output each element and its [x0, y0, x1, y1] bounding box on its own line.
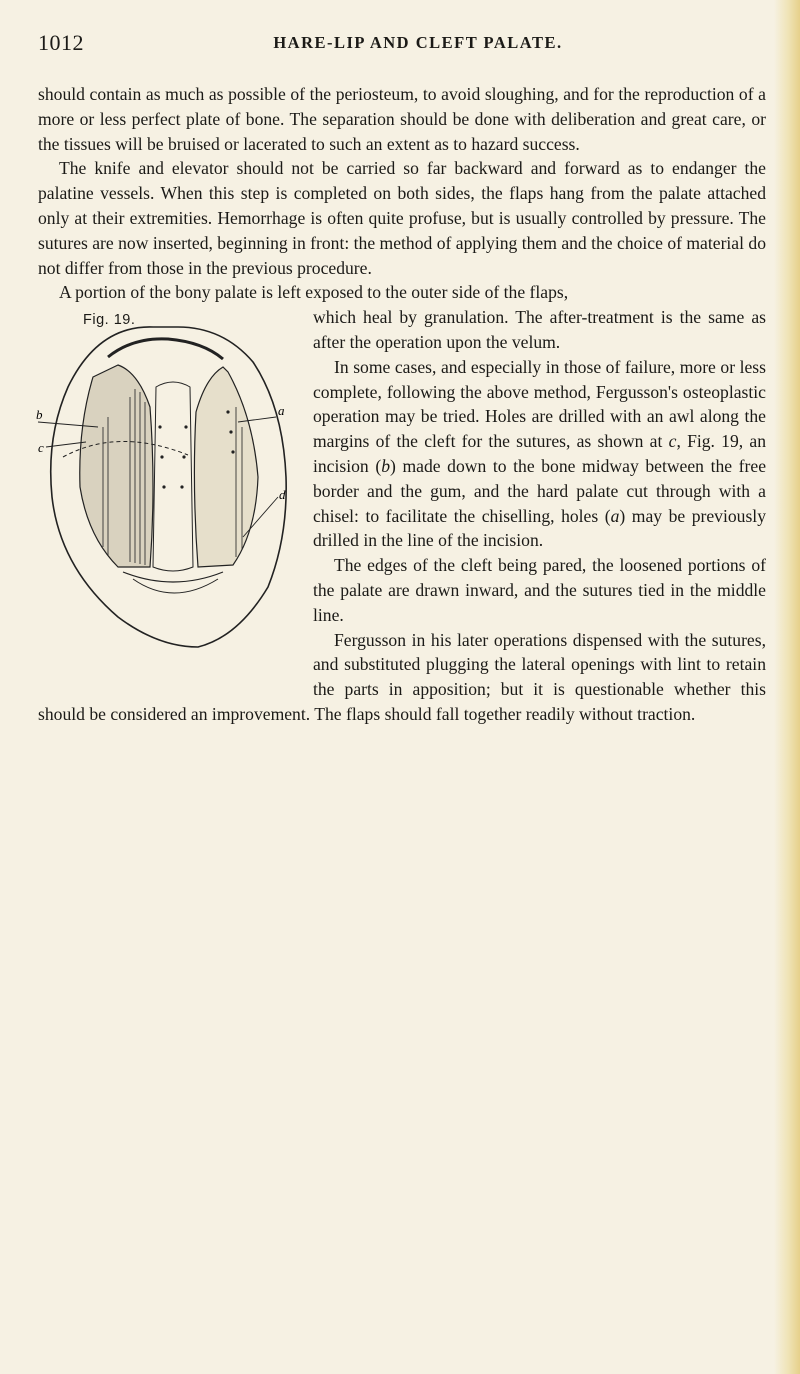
figure-caption: Fig. 19.: [83, 312, 136, 329]
paragraph-3: A portion of the bony palate is left exposed to the outer side of the flaps,: [59, 282, 569, 303]
ref-c: c: [668, 431, 677, 452]
letter-d: d: [279, 487, 286, 503]
page-edge: [774, 0, 800, 1374]
paragraph-5-text-d: ) may be previously drilled in the line of the incision.: [313, 505, 766, 551]
letter-b: b: [36, 407, 43, 423]
paragraph-7: Fergusson in his later operations dispensed with the sutures, and substituted plugging the lateral openings with lint to retain the parts in apposition; but it is questionable whether this should be considered an improvement. The flaps should fall together readily without traction.: [38, 629, 766, 724]
cleft: [153, 382, 193, 571]
lower-arch: [123, 572, 223, 582]
ref-b: b: [381, 455, 390, 476]
page-header: [38, 30, 778, 60]
palate-illustration: [38, 317, 303, 695]
paragraph-4: which heal by granulation. The after-treatment is the same as after the operation upon the velum.: [313, 307, 766, 352]
running-title: HARE-LIP AND CLEFT PALATE.: [273, 33, 563, 52]
paragraph-5-text-c: ) made down to the bone midway between the free border and the gum, and the hard palate cut through with a chisel: to facilitate the chiselling, holes (: [313, 455, 766, 526]
page-number: 1012: [38, 30, 84, 55]
letter-c: c: [38, 440, 44, 456]
letter-a: a: [278, 403, 285, 419]
body-text: [38, 82, 766, 727]
paragraph-6: The edges of the cleft being pared, the loosened portions of the palate are drawn inward, and the sutures tied in the middle line.: [313, 555, 766, 625]
teeth-arch: [108, 339, 223, 359]
paragraph-5-text-b: , Fig. 19, an incision (: [313, 431, 766, 476]
paragraph-2: The knife and elevator should not be carried so far backward and forward as to endanger the palatine vessels. When this step is completed on both sides, the flaps hang from the palate attached only at their extremities. Hemorrhage is often quite profuse, but is usually controlled by pressure. The sutures are now inserted, beginning in front: the method of applying them and the choice of material do not differ from those in the previous procedure.: [38, 158, 766, 278]
paragraph-1: should contain as much as possible of the periosteum, to avoid sloughing, and for the reproduction of a more or less perfect plate of bone. The separation should be done with deliberation and great care, or the tissues will be bruised or lacerated to such an extent as to hazard success.: [38, 84, 766, 154]
ref-a: a: [610, 505, 620, 526]
left-flap: [80, 365, 153, 567]
figure-19: [38, 305, 303, 695]
right-flap: [194, 367, 258, 567]
paragraph-5-text-a: In some cases, and especially in those of failure, more or less complete, following the above method, Fergusson's osteoplastic operation may be tried. Holes are drilled with an awl along the margins of the cleft for the sutures, as shown at: [313, 356, 766, 452]
